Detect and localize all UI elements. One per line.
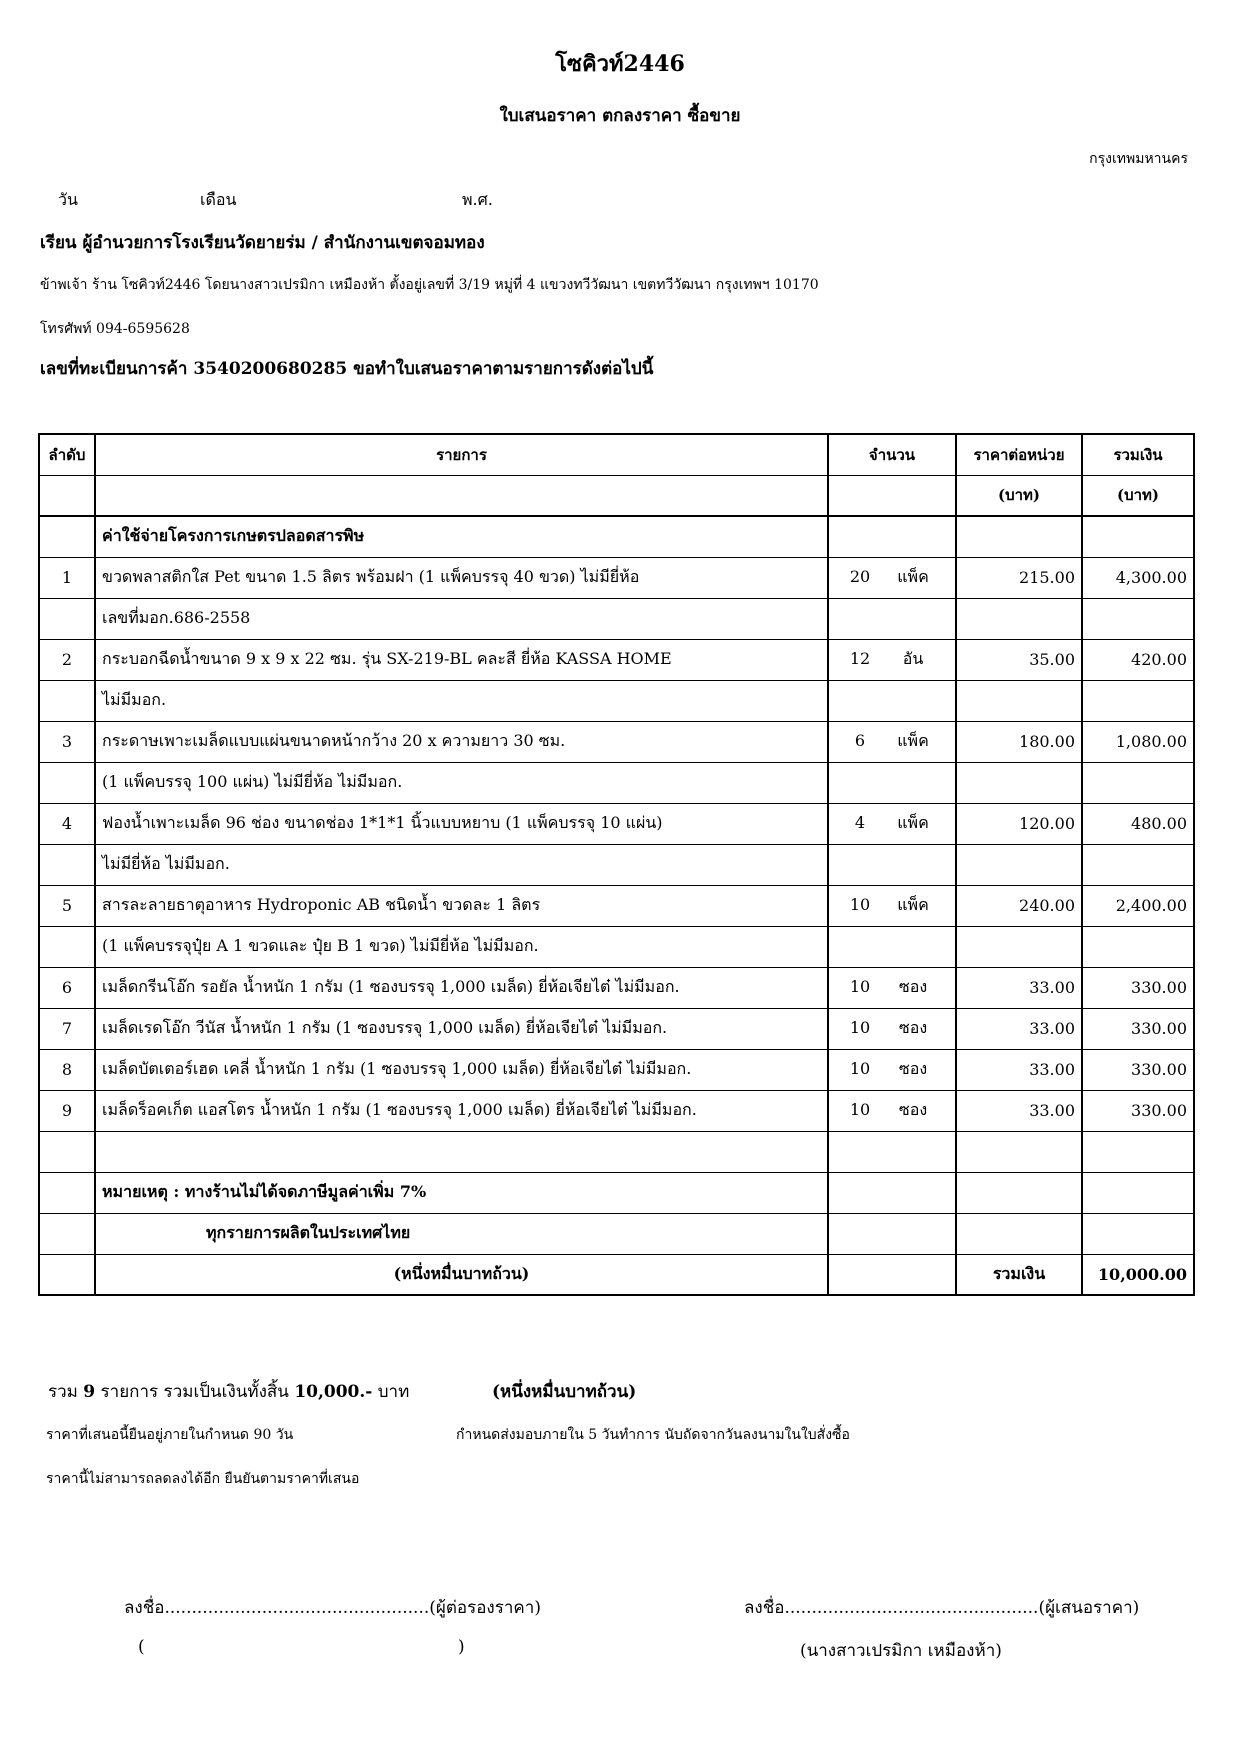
row-number bbox=[39, 598, 95, 639]
summary-amount: 10,000.- bbox=[294, 1382, 373, 1402]
row-quantity bbox=[828, 639, 956, 680]
signature-offeror: ลงชื่อ...............................................(ผู้เสนอราคา) bbox=[744, 1598, 1140, 1618]
row-total bbox=[1082, 844, 1194, 885]
summary-suffix: บาท bbox=[377, 1382, 410, 1402]
signature-negotiator: ลงชื่อ.................................................(ผู้ต่อรองราคา) bbox=[124, 1598, 541, 1618]
day-label: วัน bbox=[58, 190, 78, 209]
row-total: 330.00 bbox=[1082, 967, 1194, 1008]
row-description: เมล็ดบัตเตอร์เฮด เคลี่ น้ำหนัก 1 กรัม (1 ซองบรรจุ 1,000 เมล็ด) ยี่ห้อเจียไต๋ ไม่มีมอก. bbox=[95, 1049, 828, 1090]
signature-offeror-name: (นางสาวเปรมิกา เหมืองห้า) bbox=[800, 1641, 1002, 1661]
row-unit-price: 35.00 bbox=[956, 639, 1082, 680]
row-number: 3 bbox=[39, 721, 95, 762]
row-quantity bbox=[828, 1049, 956, 1090]
row-quantity-number: 10 bbox=[849, 895, 871, 914]
summary-count: 9 bbox=[83, 1382, 96, 1402]
row-quantity bbox=[828, 598, 956, 639]
table-row bbox=[39, 844, 1194, 885]
row-total bbox=[1082, 926, 1194, 967]
row-description: เลขที่มอก.686-2558 bbox=[95, 598, 828, 639]
row-quantity-unit: แพ็ค bbox=[897, 567, 929, 586]
table-row bbox=[39, 1049, 1194, 1090]
row-quantity bbox=[828, 844, 956, 885]
row-total bbox=[1082, 762, 1194, 803]
row-total bbox=[1082, 598, 1194, 639]
row-quantity-unit: แพ็ค bbox=[897, 895, 929, 914]
row-unit-price bbox=[956, 926, 1082, 967]
section-row bbox=[39, 516, 1194, 557]
row-quantity-unit: ซอง bbox=[898, 977, 928, 996]
row-unit-price: 180.00 bbox=[956, 721, 1082, 762]
row-unit-price: 33.00 bbox=[956, 1090, 1082, 1131]
row-description: กระบอกฉีดน้ำขนาด 9 x 9 x 22 ซม. รุ่น SX-219-BL คละสี ยี่ห้อ KASSA HOME bbox=[95, 639, 828, 680]
row-description: เมล็ดเรดโอ๊ก วีนัส น้ำหนัก 1 กรัม (1 ซองบรรจุ 1,000 เมล็ด) ยี่ห้อเจียไต๋ ไม่มีมอก. bbox=[95, 1008, 828, 1049]
row-description: ไม่มียี่ห้อ ไม่มีมอก. bbox=[95, 844, 828, 885]
row-quantity bbox=[828, 680, 956, 721]
signature-negotiator-open-paren: ( bbox=[138, 1637, 145, 1657]
row-total: 2,400.00 bbox=[1082, 885, 1194, 926]
row-quantity-unit: ซอง bbox=[898, 1018, 928, 1037]
row-unit-price: 33.00 bbox=[956, 1049, 1082, 1090]
table-row bbox=[39, 639, 1194, 680]
row-quantity-number: 10 bbox=[849, 977, 871, 996]
row-total: 420.00 bbox=[1082, 639, 1194, 680]
total-in-words: (หนึ่งหมื่นบาทถ้วน) bbox=[95, 1254, 828, 1295]
row-quantity-unit: แพ็ค bbox=[897, 731, 929, 750]
row-number bbox=[39, 926, 95, 967]
term-delivery: กำหนดส่งมอบภายใน 5 วันทำการ นับถัดจากวันลงนามในใบสั่งซื้อ bbox=[456, 1427, 850, 1443]
row-total: 330.00 bbox=[1082, 1049, 1194, 1090]
row-quantity bbox=[828, 721, 956, 762]
row-number: 7 bbox=[39, 1008, 95, 1049]
row-quantity-unit: อัน bbox=[902, 649, 924, 668]
items-table bbox=[38, 433, 1195, 1296]
row-unit-price bbox=[956, 844, 1082, 885]
note-vat: หมายเหตุ : ทางร้านไม่ได้จดภาษีมูลค่าเพิ่ม 7% bbox=[95, 1172, 828, 1213]
summary-words: (หนึ่งหมื่นบาทถ้วน) bbox=[492, 1382, 637, 1402]
row-quantity-number: 10 bbox=[849, 1059, 871, 1078]
shop-name: โซคิวท์2446 bbox=[555, 51, 685, 77]
row-number: 9 bbox=[39, 1090, 95, 1131]
row-quantity-number: 20 bbox=[849, 567, 871, 586]
row-number: 6 bbox=[39, 967, 95, 1008]
header-no: ลำดับ bbox=[39, 434, 95, 475]
row-quantity bbox=[828, 1008, 956, 1049]
row-description: ฟองน้ำเพาะเมล็ด 96 ช่อง ขนาดช่อง 1*1*1 นิ้วแบบหยาบ (1 แพ็คบรรจุ 10 แผ่น) bbox=[95, 803, 828, 844]
row-quantity-number: 10 bbox=[849, 1100, 871, 1119]
note-row-2 bbox=[39, 1213, 1194, 1254]
row-description: (1 แพ็คบรรจุ 100 แผ่น) ไม่มียี่ห้อ ไม่มีมอก. bbox=[95, 762, 828, 803]
row-description: เมล็ดกรีนโอ๊ก รอยัล น้ำหนัก 1 กรัม (1 ซองบรรจุ 1,000 เมล็ด) ยี่ห้อเจียไต๋ ไม่มีมอก. bbox=[95, 967, 828, 1008]
row-number bbox=[39, 680, 95, 721]
row-unit-price: 33.00 bbox=[956, 1008, 1082, 1049]
row-description: กระดาษเพาะเมล็ดแบบแผ่นขนาดหน้ากว้าง 20 x ความยาว 30 ซม. bbox=[95, 721, 828, 762]
document-title: ใบเสนอราคา ตกลงราคา ซื้อขาย bbox=[499, 106, 741, 126]
summary-line bbox=[48, 1378, 409, 1405]
vendor-address: ข้าพเจ้า ร้าน โซคิวท์2446 โดยนางสาวเปรมิกา เหมืองห้า ตั้งอยู่เลขที่ 3/19 หมู่ที่ 4 แขวงทวีวัฒนา เขตทวีวัฒนา กรุงเทพฯ 10170 bbox=[40, 277, 819, 293]
table-row bbox=[39, 598, 1194, 639]
header-total-sub: (บาท) bbox=[1082, 475, 1194, 516]
row-quantity bbox=[828, 803, 956, 844]
note-row-1 bbox=[39, 1172, 1194, 1213]
row-quantity-number: 10 bbox=[849, 1018, 871, 1037]
row-total bbox=[1082, 680, 1194, 721]
row-quantity bbox=[828, 762, 956, 803]
row-total: 480.00 bbox=[1082, 803, 1194, 844]
row-total: 330.00 bbox=[1082, 1008, 1194, 1049]
row-number: 4 bbox=[39, 803, 95, 844]
row-quantity-number: 12 bbox=[849, 649, 871, 668]
row-unit-price: 215.00 bbox=[956, 557, 1082, 598]
table-row bbox=[39, 721, 1194, 762]
row-quantity-number: 4 bbox=[854, 813, 866, 832]
row-quantity bbox=[828, 926, 956, 967]
term-no-discount: ราคานี้ไม่สามารถลดลงได้อีก ยืนยันตามราคาที่เสนอ bbox=[46, 1471, 360, 1487]
table-row bbox=[39, 680, 1194, 721]
year-label: พ.ศ. bbox=[462, 190, 493, 209]
row-description: ขวดพลาสติกใส Pet ขนาด 1.5 ลิตร พร้อมฝา (1 แพ็คบรรจุ 40 ขวด) ไม่มียี่ห้อ bbox=[95, 557, 828, 598]
table-row bbox=[39, 926, 1194, 967]
row-description: เมล็ดร็อคเก็ต แอสโตร น้ำหนัก 1 กรัม (1 ซองบรรจุ 1,000 เมล็ด) ยี่ห้อเจียไต๋ ไม่มีมอก. bbox=[95, 1090, 828, 1131]
table-row bbox=[39, 803, 1194, 844]
row-description: สารละลายธาตุอาหาร Hydroponic AB ชนิดน้ำ ขวดละ 1 ลิตร bbox=[95, 885, 828, 926]
table-row bbox=[39, 557, 1194, 598]
blank-row bbox=[39, 1131, 1194, 1172]
header-total: รวมเงิน bbox=[1082, 434, 1194, 475]
row-quantity-unit: ซอง bbox=[898, 1100, 928, 1119]
row-unit-price: 240.00 bbox=[956, 885, 1082, 926]
row-number: 8 bbox=[39, 1049, 95, 1090]
table-row bbox=[39, 967, 1194, 1008]
row-quantity bbox=[828, 1090, 956, 1131]
total-value: 10,000.00 bbox=[1082, 1254, 1194, 1295]
summary-middle: รายการ รวมเป็นเงินทั้งสิ้น bbox=[100, 1382, 289, 1402]
row-number: 5 bbox=[39, 885, 95, 926]
row-unit-price bbox=[956, 762, 1082, 803]
registration-line: เลขที่ทะเบียนการค้า 3540200680285 ขอทำใบเสนอราคาตามรายการดังต่อไปนี้ bbox=[40, 359, 654, 379]
header-item: รายการ bbox=[95, 434, 828, 475]
row-quantity-unit: แพ็ค bbox=[897, 813, 929, 832]
row-number: 1 bbox=[39, 557, 95, 598]
row-number: 2 bbox=[39, 639, 95, 680]
header-qty: จำนวน bbox=[828, 434, 956, 475]
section-title: ค่าใช้จ่ายโครงการเกษตรปลอดสารพิษ bbox=[95, 516, 828, 557]
table-header-row bbox=[39, 434, 1194, 475]
row-quantity bbox=[828, 885, 956, 926]
table-row bbox=[39, 762, 1194, 803]
term-validity: ราคาที่เสนอนี้ยืนอยู่ภายในกำหนด 90 วัน bbox=[46, 1427, 294, 1443]
row-quantity-unit: ซอง bbox=[898, 1059, 928, 1078]
row-quantity bbox=[828, 557, 956, 598]
row-total: 1,080.00 bbox=[1082, 721, 1194, 762]
row-unit-price: 120.00 bbox=[956, 803, 1082, 844]
total-row bbox=[39, 1254, 1194, 1295]
month-label: เดือน bbox=[200, 190, 237, 209]
row-quantity-number: 6 bbox=[854, 731, 866, 750]
note-made-in-thailand: ทุกรายการผลิตในประเทศไทย bbox=[95, 1213, 828, 1254]
place: กรุงเทพมหานคร bbox=[1089, 151, 1188, 167]
row-unit-price bbox=[956, 680, 1082, 721]
table-row bbox=[39, 1090, 1194, 1131]
header-unit-price: ราคาต่อหน่วย bbox=[956, 434, 1082, 475]
row-unit-price bbox=[956, 598, 1082, 639]
row-description: (1 แพ็คบรรจุปุ๋ย A 1 ขวดและ ปุ๋ย B 1 ขวด) ไม่มียี่ห้อ ไม่มีมอก. bbox=[95, 926, 828, 967]
row-number bbox=[39, 844, 95, 885]
recipient-line: เรียน ผู้อำนวยการโรงเรียนวัดยายร่ม / สำนักงานเขตจอมทอง bbox=[40, 233, 485, 253]
summary-prefix: รวม bbox=[48, 1382, 78, 1402]
table-row bbox=[39, 1008, 1194, 1049]
row-unit-price: 33.00 bbox=[956, 967, 1082, 1008]
row-total: 4,300.00 bbox=[1082, 557, 1194, 598]
row-description: ไม่มีมอก. bbox=[95, 680, 828, 721]
row-number bbox=[39, 762, 95, 803]
row-total: 330.00 bbox=[1082, 1090, 1194, 1131]
table-header-row-sub bbox=[39, 475, 1194, 516]
total-label: รวมเงิน bbox=[956, 1254, 1082, 1295]
row-quantity bbox=[828, 967, 956, 1008]
vendor-phone: โทรศัพท์ 094-6595628 bbox=[40, 321, 190, 337]
header-unit-price-sub: (บาท) bbox=[956, 475, 1082, 516]
table-row bbox=[39, 885, 1194, 926]
signature-negotiator-close-paren: ) bbox=[458, 1637, 465, 1657]
